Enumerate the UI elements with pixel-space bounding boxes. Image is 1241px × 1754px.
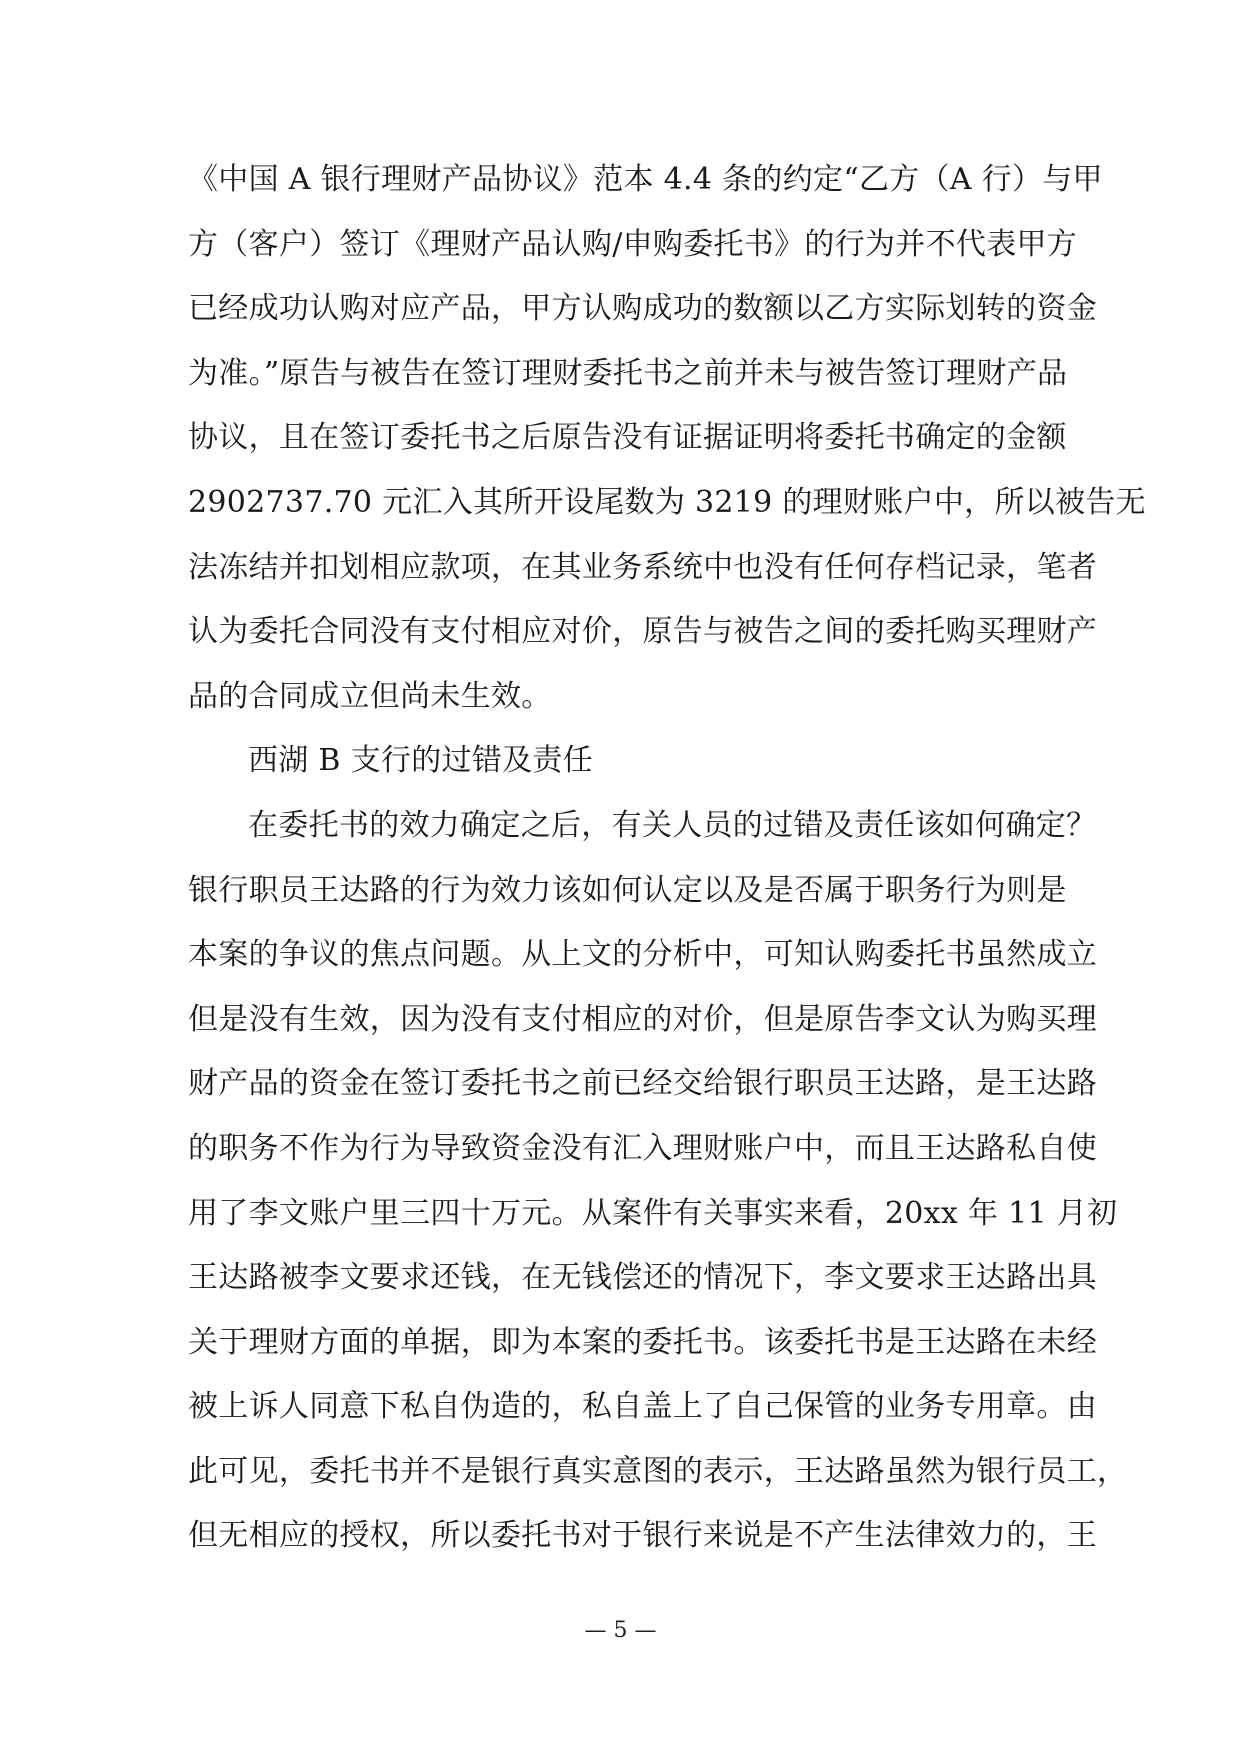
text-line: 关于理财方面的单据，即为本案的委托书。该委托书是王达路在未经 [188, 1324, 1097, 1360]
text-line: 品的合同成立但尚未生效。 [188, 678, 552, 714]
body-text [188, 148, 1146, 1569]
text-line: 法冻结并扣划相应款项，在其业务系统中也没有任何存档记录，笔者 [188, 549, 1097, 585]
text-line: 2902737.70 元汇入其所开设尾数为 3219 的理财账户中，所以被告无 [188, 484, 1146, 520]
text-line: 在委托书的效力确定之后，有关人员的过错及责任该如何确定？ [248, 807, 1097, 843]
text-line: 但无相应的授权，所以委托书对于银行来说是不产生法律效力的，王 [188, 1518, 1097, 1554]
text-line: 此可见，委托书并不是银行真实意图的表示，王达路虽然为银行员工， [188, 1453, 1128, 1489]
text-line: 王达路被李文要求还钱，在无钱偿还的情况下，李文要求王达路出具 [188, 1260, 1097, 1296]
text-line: 被上诉人同意下私自伪造的，私自盖上了自己保管的业务专用章。由 [188, 1389, 1097, 1425]
text-line: 方（客户）签订《理财产品认购/申购委托书》的行为并不代表甲方 [188, 226, 1078, 262]
text-line: 协议，且在签订委托书之后原告没有证据证明将委托书确定的金额 [188, 420, 1067, 456]
text-line: 《中国 A 银行理财产品协议》范本 4.4 条的约定“乙方（A 行）与甲 [188, 162, 1103, 197]
section-heading: 西湖 B 支行的过错及责任 [248, 743, 594, 779]
text-line: 银行职员王达路的行为效力该如何认定以及是否属于职务行为则是 [188, 872, 1067, 908]
text-line: 用了李文账户里三四十万元。从案件有关事实来看，20xx 年 11 月初 [188, 1195, 1118, 1231]
text-line: 为准。”原告与被告在签订理财委托书之前并未与被告签订理财产品 [188, 355, 1068, 391]
paragraph-1 [188, 148, 1146, 729]
text-line: 认为委托合同没有支付相应对价，原告与被告之间的委托购买理财产 [188, 614, 1097, 650]
text-line: 的职务不作为行为导致资金没有汇入理财账户中，而且王达路私自使 [188, 1130, 1097, 1166]
paragraph-2 [188, 794, 1128, 1569]
text-line: 财产品的资金在签订委托书之前已经交给银行职员王达路，是王达路 [188, 1066, 1097, 1102]
page-number: — 5 — [584, 1618, 657, 1643]
text-line: 但是没有生效，因为没有支付相应的对价，但是原告李文认为购买理 [188, 1001, 1097, 1037]
text-line: 本案的争议的焦点问题。从上文的分析中，可知认购委托书虽然成立 [188, 937, 1097, 973]
text-line: 已经成功认购对应产品，甲方认购成功的数额以乙方实际划转的资金 [188, 291, 1097, 327]
